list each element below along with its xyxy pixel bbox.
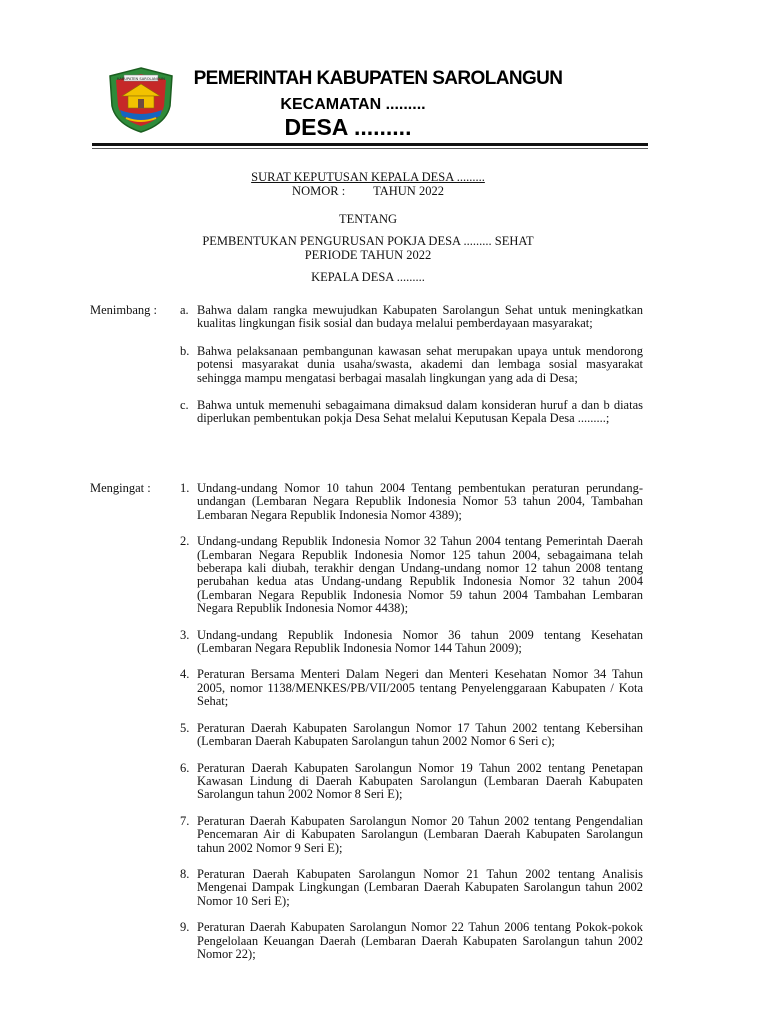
- item-marker: 2.: [180, 534, 190, 549]
- item-text: Bahwa untuk memenuhi sebagaimana dimaksud dalam konsideran huruf a dan b diatas diperlukan pembentukan pokja Desa Sehat melalui Keputusan Kepala Desa .........;: [197, 398, 643, 426]
- letterhead-district-name: KECAMATAN .........: [280, 96, 426, 113]
- item-text: Undang-undang Republik Indonesia Nomor 32 Tahun 2004 tentang Pemerintah Daerah (Lembaran Negara Republik Indonesia Nomor 125 tahun 2004, sebagaimana telah beberapa kali diubah, terakhir dengan Undang-undang nomor 12 tahun 2008 tentang perubahan kedua atas Undang-undang Republik Indonesia Nomor 32 tahun 2004 (Lembaran Negara Republik Indonesia Nomor 59 tahun 2004 Tambahan Lembaran Negara Republik Indonesia Nomor 4438);: [197, 534, 643, 616]
- item-marker: 7.: [180, 813, 190, 828]
- item-marker: 9.: [180, 920, 190, 935]
- item-marker: a.: [180, 303, 189, 317]
- list-item: [90, 722, 650, 749]
- mengingat-section: [90, 482, 650, 961]
- decree-title-block: [90, 170, 646, 284]
- decree-about-label: TENTANG: [338, 212, 397, 226]
- list-item: [90, 921, 650, 961]
- list-item: [90, 762, 650, 802]
- decree-issuer: KEPALA DESA .........: [311, 270, 425, 284]
- item-marker: 4.: [180, 667, 190, 682]
- item-text: Peraturan Daerah Kabupaten Sarolangun Nomor 17 Tahun 2002 tentang Kebersihan (Lembaran Daerah Kabupaten Sarolangun tahun 2002 Nomor 6 Seri c);: [197, 720, 643, 749]
- mengingat-label: Mengingat :: [90, 481, 151, 495]
- item-marker: 1.: [180, 481, 190, 495]
- item-text: Peraturan Daerah Kabupaten Sarolangun Nomor 22 Tahun 2006 tentang Pokok-pokok Pengelolaan Keuangan Daerah (Lembaran Daerah Kabupaten Sarolangun tahun 2002 Nomor 22);: [197, 920, 643, 961]
- menimbang-label: Menimbang :: [90, 303, 158, 317]
- item-marker: 6.: [180, 760, 190, 775]
- item-text: Peraturan Daerah Kabupaten Sarolangun Nomor 19 Tahun 2002 tentang Penetapan Kawasan Lindung di Daerah Kabupaten Sarolangun (Lembaran Daerah Kabupaten Sarolangun tahun 2002 Nomor 8 Seri E);: [197, 760, 643, 802]
- list-item: [90, 399, 650, 426]
- list-item: [90, 668, 650, 708]
- item-marker: 3.: [180, 627, 190, 642]
- decree-title: SURAT KEPUTUSAN KEPALA DESA .........: [251, 170, 485, 184]
- decree-subject: PEMBENTUKAN PENGURUSAN POKJA DESA ......... SEHAT: [202, 234, 534, 248]
- letterhead-village-name: DESA .........: [284, 114, 412, 140]
- item-text: Undang-undang Nomor 10 tahun 2004 Tentang pembentukan peraturan perundang-undangan (Lembaran Negara Republik Indonesia Nomor 53 tahun 2004, Tambahan Lembaran Negara Republik Indonesia Nomor 4389);: [197, 481, 643, 522]
- decree-number: NOMOR : TAHUN 2022: [292, 184, 444, 198]
- letterhead-divider-thin: [92, 148, 648, 149]
- regency-emblem-icon: [106, 66, 176, 134]
- item-marker: c.: [180, 398, 189, 413]
- list-item: [90, 304, 650, 331]
- item-text: Bahwa pelaksanaan pembangunan kawasan sehat merupakan upaya untuk mendorong potensi masyarakat dunia usaha/swasta, akademi dan lembaga sosial masyarakat sehingga mampu mengatasi berbagai masalah lingkungan yang ada di Desa;: [197, 343, 643, 385]
- item-text: Peraturan Bersama Menteri Dalam Negeri dan Menteri Kesehatan Nomor 34 Tahun 2005, nomor 1138/MENKES/PB/VII/2005 tentang Penyelenggaraan Kabupaten / Kota Sehat;: [197, 667, 643, 709]
- item-text: Peraturan Daerah Kabupaten Sarolangun Nomor 20 Tahun 2002 tentang Pengendalian Pencemaran Air di Kabupaten Sarolangun (Lembaran Daerah Kabupaten Sarolangun tahun 2002 Nomor 9 Seri E);: [197, 813, 643, 855]
- list-item: [90, 345, 650, 385]
- list-item: [90, 815, 650, 855]
- item-marker: 8.: [180, 866, 190, 881]
- letterhead-government-name: PEMERINTAH KABUPATEN SAROLANGUN: [193, 68, 563, 89]
- item-marker: b.: [180, 343, 190, 358]
- list-item: [90, 868, 650, 908]
- letterhead-divider-thick: [92, 143, 648, 146]
- menimbang-section: [90, 304, 650, 426]
- letterhead: [0, 0, 768, 150]
- item-marker: 5.: [180, 720, 190, 735]
- item-text: Bahwa dalam rangka mewujudkan Kabupaten Sarolangun Sehat untuk meningkatkan kualitas lingkungan fisik sosial dan budaya melalui pemberdayaan masyarakat;: [197, 303, 643, 331]
- item-text: Peraturan Daerah Kabupaten Sarolangun Nomor 21 Tahun 2002 tentang Analisis Mengenai Dampak Lingkungan (Lembaran Daerah Kabupaten Sarolangun tahun 2002 Nomor 10 Seri E);: [197, 866, 643, 908]
- list-item: [90, 629, 650, 656]
- list-item: [90, 535, 650, 615]
- item-text: Undang-undang Republik Indonesia Nomor 36 tahun 2009 tentang Kesehatan (Lembaran Negara Republik Indonesia Nomor 144 Tahun 2009);: [197, 627, 643, 656]
- list-item: [90, 482, 650, 522]
- emblem-logo-text: KABUPATEN SAROLANGUN: [117, 76, 165, 81]
- decree-period: PERIODE TAHUN 2022: [304, 248, 432, 262]
